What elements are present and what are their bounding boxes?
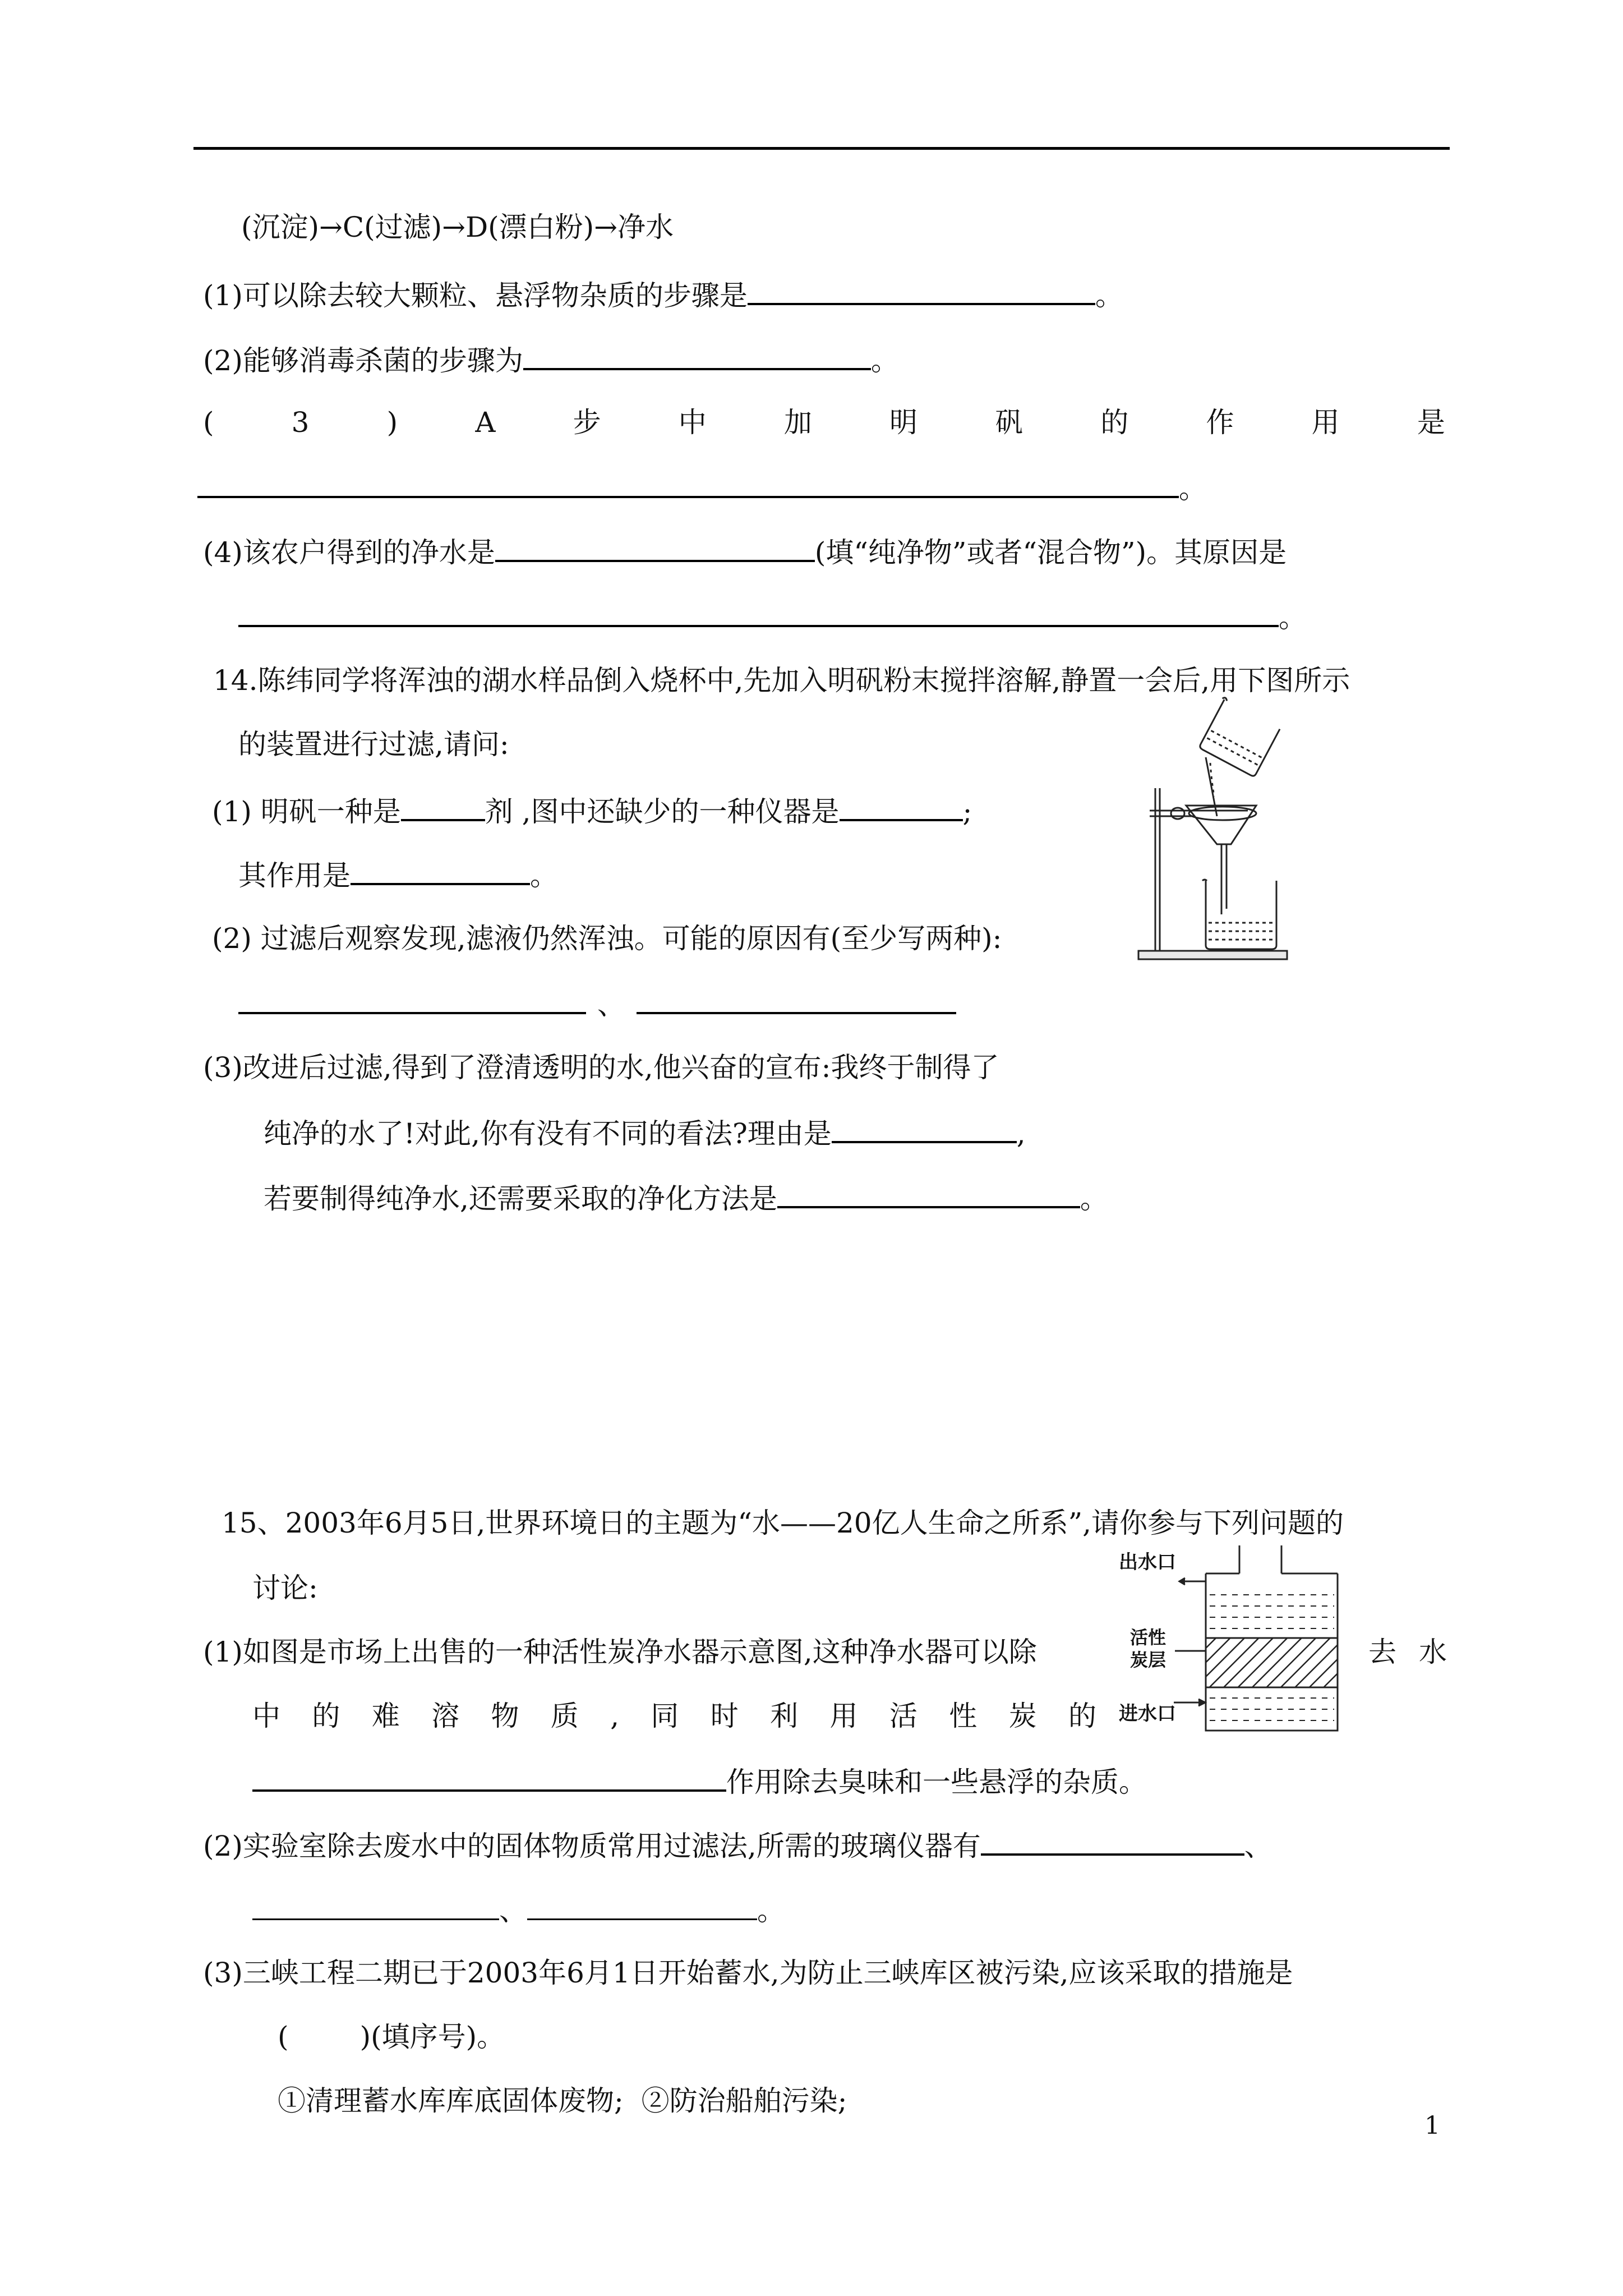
q14-part2: (2) 过滤后观察发现,滤液仍然浑浊。可能的原因有(至少写两种): xyxy=(212,922,1002,955)
q13-part2: (2)能够消毒杀菌的步骤为 。 xyxy=(203,339,899,378)
q13-part1: (1)可以除去较大颗粒、悬浮物杂质的步骤是 。 xyxy=(203,274,1123,313)
q15-part3: (3)三峡工程二期已于2003年6月1日开始蓄水,为防止三峡库区被污染,应该采取的措施是 xyxy=(203,1957,1293,1989)
q13-part4: (4)该农户得到的净水是 (填“纯净物”或者“混合物”)。其原因是 xyxy=(203,531,1287,570)
answer-blank[interactable] xyxy=(840,790,963,821)
q15-part1: (1)如图是市场上出售的一种活性炭净水器示意图,这种净水器可以除 xyxy=(203,1636,1037,1668)
q15-intro-line2: 讨论: xyxy=(252,1572,318,1604)
q14-part1: (1) 明矾一种是 剂 ,图中还缺少的一种仪器是 ; xyxy=(212,790,972,829)
answer-blank[interactable] xyxy=(351,854,530,885)
q13-part3: ( 3 ) A 步 中 加 明 矾 的 作 用 是 xyxy=(203,406,1445,439)
q14-part1-purpose: 其作用是 。 xyxy=(238,854,558,893)
carbon-purifier-figure xyxy=(1119,1534,1349,1747)
q14-part3-method: 若要制得纯净水,还需要采取的净化方法是 。 xyxy=(264,1177,1108,1216)
q13-part3-answer: 。 xyxy=(197,467,1207,506)
filtration-apparatus-figure xyxy=(1127,696,1295,970)
inlet-label: 进水口 xyxy=(1119,1703,1176,1725)
answer-blank[interactable] xyxy=(401,790,485,821)
q15-part2-answers: 、 。 xyxy=(252,1889,785,1929)
answer-blank[interactable] xyxy=(637,983,956,1014)
answer-blank[interactable] xyxy=(748,274,1095,305)
answer-blank[interactable] xyxy=(981,1824,1244,1856)
q15-part1-tail: 去 水 xyxy=(1368,1636,1447,1668)
process-line: (沉淀)→C(过滤)→D(漂白粉)→净水 xyxy=(241,211,674,243)
carbon-label-1: 活性 xyxy=(1130,1627,1166,1648)
answer-blank[interactable] xyxy=(238,596,1279,627)
answer-blank[interactable] xyxy=(252,1889,499,1920)
q13-part4-answer: 。 xyxy=(238,596,1307,635)
q14-part2-answers: 、 xyxy=(238,983,956,1022)
q15-part1-line3: 作用除去臭味和一些悬浮的杂质。 xyxy=(252,1760,1147,1800)
answer-blank[interactable] xyxy=(832,1112,1017,1143)
answer-blank[interactable] xyxy=(197,467,1179,498)
answer-blank[interactable] xyxy=(252,1760,726,1792)
answer-blank[interactable] xyxy=(777,1177,1080,1208)
q15-part1-line2: 中 的 难 溶 物 质 , 同 时 利 用 活 性 炭 的 xyxy=(252,1700,1096,1732)
carbon-label-2: 炭层 xyxy=(1130,1649,1166,1671)
page-number: 1 xyxy=(1424,2111,1440,2140)
answer-blank[interactable] xyxy=(523,339,871,370)
q15-part2: (2)实验室除去废水中的固体物质常用过滤法,所需的玻璃仪器有 、 xyxy=(203,1824,1272,1864)
q15-intro-line1: 15、2003年6月5日,世界环境日的主题为“水——20亿人生命之所系”,请你参与下列问题的 xyxy=(222,1507,1344,1539)
q14-intro-line1: 14.陈纬同学将浑浊的湖水样品倒入烧杯中,先加入明矾粉末搅拌溶解,静置一会后,用下图所示 xyxy=(213,664,1350,697)
q14-part3-reason: 纯净的水了!对此,你有没有不同的看法?理由是 , xyxy=(264,1112,1026,1151)
answer-blank[interactable] xyxy=(238,983,586,1014)
outlet-label: 出水口 xyxy=(1119,1551,1176,1573)
q15-part3-options: ①清理蓄水库库底固体废物; ②防治船舶污染; xyxy=(278,2085,847,2117)
q15-part3-answer: ( )(填序号)。 xyxy=(278,2021,505,2053)
answer-blank[interactable] xyxy=(495,531,815,562)
q14-part3: (3)改进后过滤,得到了澄清透明的水,他兴奋的宣布:我终于制得了 xyxy=(203,1051,999,1084)
header-rule xyxy=(193,147,1450,150)
q14-intro-line2: 的装置进行过滤,请问: xyxy=(238,728,509,761)
answer-blank[interactable] xyxy=(527,1889,757,1920)
